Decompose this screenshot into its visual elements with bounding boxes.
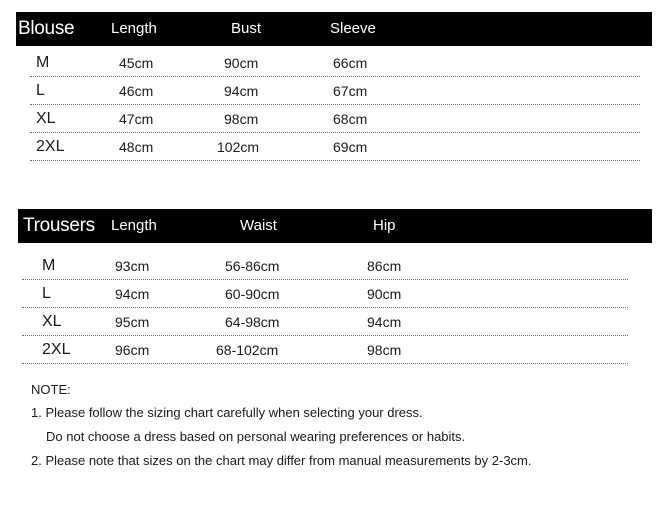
note-line-3: 2. Please note that sizes on the chart may differ from manual measurements by 2-3cm. (31, 453, 532, 468)
trousers-size-xl: XL (42, 313, 62, 330)
trousers-hip-m: 86cm (367, 258, 402, 274)
trousers-hip-l: 90cm (367, 286, 402, 302)
trousers-header-bar (18, 209, 652, 243)
blouse-col-sleeve: Sleeve (330, 20, 376, 37)
trousers-hip-xl: 94cm (367, 314, 402, 330)
blouse-col-length: Length (111, 20, 157, 37)
blouse-row-m (30, 49, 640, 77)
trousers-col-length: Length (111, 217, 157, 234)
trousers-row-l (22, 280, 628, 308)
blouse-sleeve-m: 66cm (333, 55, 368, 71)
blouse-bust-m: 90cm (224, 55, 259, 71)
trousers-length-2xl: 96cm (115, 342, 150, 358)
blouse-sleeve-2xl: 69cm (333, 139, 368, 155)
blouse-col-bust: Bust (231, 20, 262, 37)
blouse-size-m: M (36, 54, 50, 71)
trousers-hip-2xl: 98cm (367, 342, 402, 358)
trousers-size-l: L (42, 285, 51, 302)
trousers-col-waist: Waist (240, 217, 277, 234)
blouse-row-2xl (30, 133, 640, 161)
blouse-sleeve-xl: 68cm (333, 111, 368, 127)
note-line-2: Do not choose a dress based on personal wearing preferences or habits. (46, 429, 466, 444)
trousers-length-m: 93cm (115, 258, 150, 274)
blouse-size-2xl: 2XL (36, 138, 65, 155)
blouse-row-l (30, 77, 640, 105)
blouse-length-xl: 47cm (119, 111, 154, 127)
blouse-length-2xl: 48cm (119, 139, 154, 155)
trousers-title: Trousers (23, 215, 95, 236)
trousers-waist-l: 60-90cm (225, 286, 280, 302)
note-heading: NOTE: (31, 382, 71, 397)
blouse-title: Blouse (18, 18, 75, 39)
blouse-size-l: L (36, 82, 45, 99)
trousers-row-m (22, 252, 628, 280)
blouse-bust-l: 94cm (224, 83, 259, 99)
blouse-bust-2xl: 102cm (217, 139, 260, 155)
blouse-length-l: 46cm (119, 83, 154, 99)
trousers-length-l: 94cm (115, 286, 150, 302)
row-divider (30, 160, 640, 161)
blouse-sleeve-l: 67cm (333, 83, 368, 99)
note-line-1: 1. Please follow the sizing chart carefully when selecting your dress. (31, 405, 423, 420)
blouse-length-m: 45cm (119, 55, 154, 71)
trousers-size-m: M (42, 257, 56, 274)
trousers-row-xl (22, 308, 628, 336)
blouse-header-bar (16, 12, 652, 46)
trousers-row-2xl (22, 336, 628, 364)
blouse-row-xl (30, 105, 640, 133)
trousers-length-xl: 95cm (115, 314, 150, 330)
trousers-size-2xl: 2XL (42, 341, 71, 358)
trousers-waist-xl: 64-98cm (225, 314, 280, 330)
trousers-waist-m: 56-86cm (225, 258, 280, 274)
row-divider (22, 363, 628, 364)
blouse-bust-xl: 98cm (224, 111, 259, 127)
blouse-size-xl: XL (36, 110, 56, 127)
trousers-col-hip: Hip (373, 217, 396, 234)
trousers-waist-2xl: 68-102cm (216, 342, 279, 358)
